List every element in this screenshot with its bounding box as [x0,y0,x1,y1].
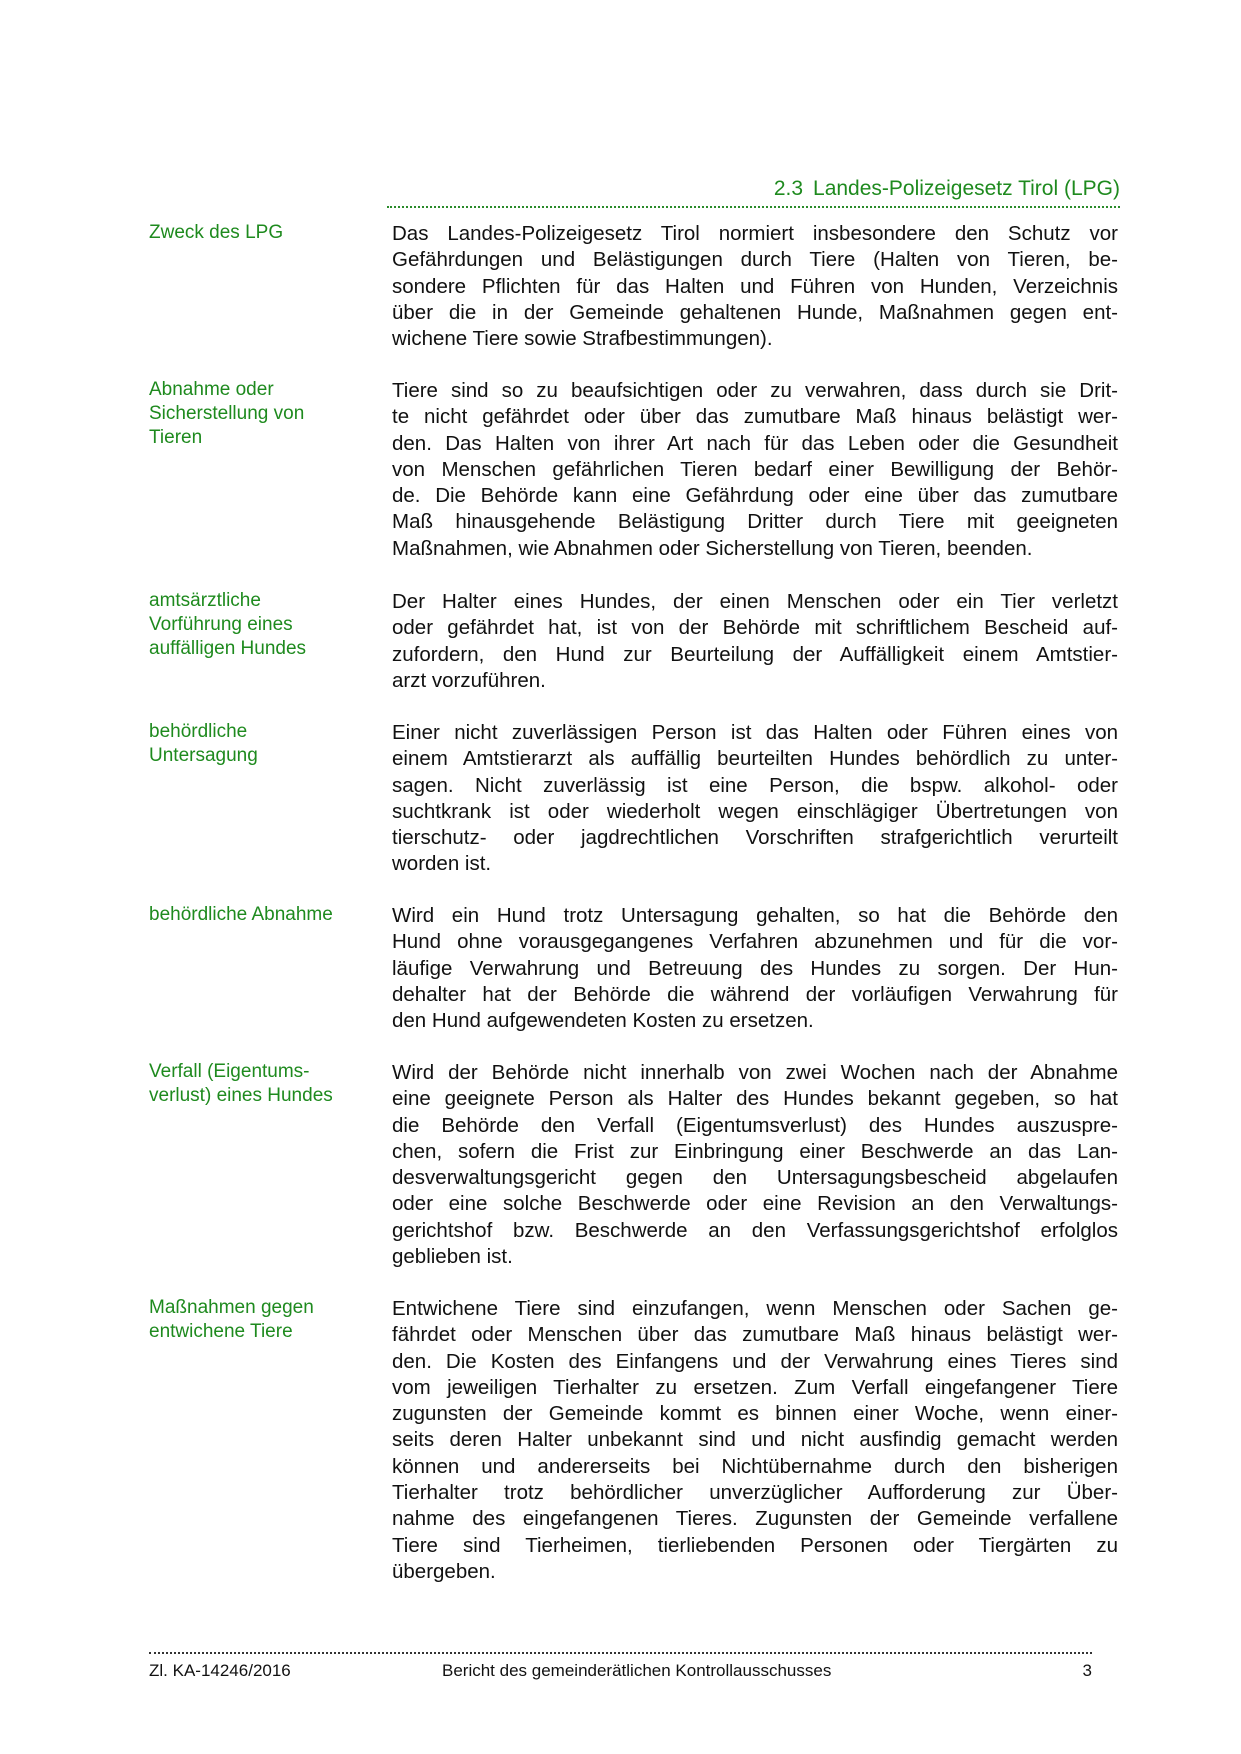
paragraph [392,1296,1118,1585]
text-line: seits deren Halter unbekannt sind und nicht ausfindig gemacht werden [392,1428,1118,1452]
text-line: Tierhalter trotz behördlicher unverzüglicher Aufforderung zur Über- [392,1481,1118,1505]
text-line: Gefährdungen und Belästigungen durch Tiere (Halten von Tieren, be- [392,248,1118,272]
text-line: einem Amtstierarzt als auffällig beurteilten Hundes behördlich zu unter- [392,747,1118,771]
text-line: Wird der Behörde nicht innerhalb von zwei Wochen nach der Abnahme [392,1061,1118,1084]
margin-label [149,1296,364,1344]
margin-label-line: amtsärztliche [149,590,261,611]
margin-label [149,221,364,245]
text-line: Maß hinausgehende Belästigung Dritter durch Tiere mit geeigneten [392,510,1118,534]
text-line: oder gefährdet hat, ist von der Behörde mit schriftlichem Bescheid auf- [392,616,1118,640]
margin-label-line: Sicherstellung von [149,403,305,424]
text-line: suchtkrank ist oder wiederholt wegen einschlägiger Übertretungen von [392,799,1118,823]
header-dotted-rule [387,206,1120,208]
text-line: Wird ein Hund trotz Untersagung gehalten, so hat die Behörde den [392,904,1118,927]
margin-label-line: Untersagung [149,745,258,766]
section-number: 2.3 [773,177,804,200]
text-line: den. Die Kosten des Einfangens und der Verwahrung eines Tieres sind [392,1349,1118,1373]
text-line: vom jeweiligen Tierhalter zu ersetzen. Zum Verfall eingefangener Tiere [392,1375,1118,1399]
paragraph [392,903,1118,1034]
margin-label-line: Maßnahmen gegen [149,1297,314,1318]
paragraph [392,1060,1118,1270]
text-line: tierschutz- oder jagdrechtlichen Vorschriften strafgerichtlich verurteilt [392,826,1118,850]
margin-label-line: Verfall (Eigentums- [149,1061,310,1082]
text-line: te nicht gefährdet oder über das zumutbare Maß hinaus belästigt wer- [392,405,1118,429]
margin-label-line: behördliche [149,721,248,742]
paragraph [392,378,1118,562]
text-line: Hund ohne vorausgegangenes Verfahren abzunehmen und für die vor- [392,930,1118,954]
text-line: den Hund aufgewendeten Kosten zu ersetzen. [392,1009,814,1033]
text-line: Das Landes-Polizeigesetz Tirol normiert insbesondere den Schutz vor [392,222,1118,245]
margin-label [149,720,364,768]
text-line: arzt vorzuführen. [392,668,546,692]
document-reference: Zl. KA-14246/2016 [149,1661,291,1680]
text-line: Entwichene Tiere sind einzufangen, wenn Menschen oder Sachen ge- [392,1297,1118,1320]
text-line: den. Das Halten von ihrer Art nach für das Leben oder die Gesundheit [392,431,1118,455]
margin-label [149,1060,364,1108]
margin-label-line: verlust) eines Hundes [149,1085,333,1106]
text-line: nahme des eingefangenen Tieres. Zugunsten der Gemeinde verfallene [392,1507,1118,1531]
margin-label [149,589,364,661]
text-line: läufige Verwahrung und Betreuung des Hundes zu sorgen. Der Hun- [392,956,1118,980]
margin-label [149,378,364,450]
footer-dotted-rule [149,1652,1092,1654]
text-line: fährdet oder Menschen über das zumutbare Maß hinaus belästigt wer- [392,1323,1118,1347]
margin-label [149,903,364,927]
text-line: de. Die Behörde kann eine Gefährdung oder eine über das zumutbare [392,484,1118,508]
report-title: Bericht des gemeinderätlichen Kontrollausschusses [442,1661,832,1680]
paragraph [392,589,1118,694]
text-line: Maßnahmen, wie Abnahmen oder Sicherstellung von Tieren, beenden. [392,536,1033,560]
text-line: Tiere sind so zu beaufsichtigen oder zu verwahren, dass durch sie Drit- [392,379,1118,402]
section-title: Landes-Polizeigesetz Tirol (LPG) [813,177,1120,200]
margin-label-line: Abnahme oder [149,379,274,400]
paragraph [392,221,1118,352]
paragraph [392,720,1118,878]
margin-label-line: auffälligen Hundes [149,638,307,659]
text-line: übergeben. [392,1559,496,1583]
text-line: gerichtshof bzw. Beschwerde an den Verfassungsgerichtshof erfolglos [392,1218,1118,1242]
text-line: wichene Tiere sowie Strafbestimmungen). [392,327,773,351]
text-line: von Menschen gefährlichen Tieren bedarf einer Bewilligung der Behör- [392,457,1118,481]
text-line: die Behörde den Verfall (Eigentumsverlust) des Hundes auszuspre- [392,1113,1118,1137]
text-line: sondere Pflichten für das Halten und Führen von Hunden, Verzeichnis [392,274,1118,298]
text-line: sagen. Nicht zuverlässig ist eine Person, die bspw. alkohol- oder [392,773,1118,797]
text-line: zugunsten der Gemeinde kommt es binnen einer Woche, wenn einer- [392,1402,1118,1426]
text-line: desverwaltungsgericht gegen den Untersagungsbescheid abgelaufen [392,1166,1118,1190]
page-number: 3 [1082,1661,1092,1680]
text-line: oder eine solche Beschwerde oder eine Revision an den Verwaltungs- [392,1192,1118,1216]
text-line: chen, sofern die Frist zur Einbringung einer Beschwerde an das Lan- [392,1139,1118,1163]
margin-label-line: behördliche Abnahme [149,904,333,925]
text-line: über die in der Gemeinde gehaltenen Hunde, Maßnahmen gegen ent- [392,300,1118,324]
section-heading [387,176,1120,202]
text-line: Der Halter eines Hundes, der einen Menschen oder ein Tier verletzt [392,590,1118,613]
margin-label-line: Vorführung eines [149,614,293,635]
text-line: geblieben ist. [392,1245,513,1269]
text-line: Einer nicht zuverlässigen Person ist das Halten oder Führen eines von [392,721,1118,744]
text-line: eine geeignete Person als Halter des Hundes bekannt gegeben, so hat [392,1087,1118,1111]
text-line: können und andererseits bei Nichtübernahme durch den bisherigen [392,1454,1118,1478]
margin-label-line: Zweck des LPG [149,222,284,243]
text-line: zufordern, den Hund zur Beurteilung der Auffälligkeit einem Amtstier- [392,642,1118,666]
text-line: Tiere sind Tierheimen, tierliebenden Personen oder Tiergärten zu [392,1533,1118,1557]
text-line: dehalter hat der Behörde die während der vorläufigen Verwahrung für [392,982,1118,1006]
margin-label-line: entwichene Tiere [149,1321,293,1342]
margin-label-line: Tieren [149,427,203,448]
text-line: worden ist. [392,852,492,876]
